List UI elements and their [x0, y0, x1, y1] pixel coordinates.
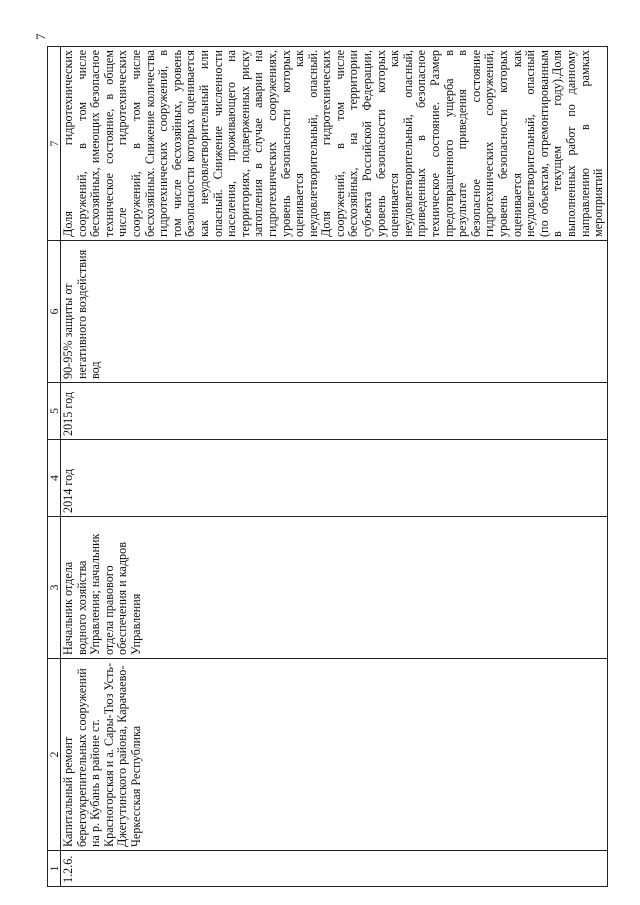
table-row — [61, 47, 608, 887]
header-cell-5: 5 — [48, 383, 61, 440]
page-number: 7 — [33, 33, 48, 40]
header-cell-2: 2 — [48, 659, 61, 851]
measure-name: Капитальный ремонт берегоукрепительных сооружений на р. Кубань в районе ст. Красногорская и а. Сары-Тюз Усть-Джегутинского района, Карачаево-Черкесская Республика — [61, 659, 608, 851]
expected-result: 90-95% защиты от негативного воздействия вод — [61, 241, 608, 383]
start-year: 2014 год — [61, 440, 608, 517]
header-cell-4: 4 — [48, 440, 61, 517]
program-table — [47, 46, 608, 887]
header-cell-1: 1 — [48, 851, 61, 887]
rotated-table-page — [47, 47, 607, 887]
end-year: 2015 год — [61, 383, 608, 440]
header-row — [48, 47, 61, 887]
header-cell-7: 7 — [48, 47, 61, 241]
responsible-executor: Начальник отдела водного хозяйства Управления; начальник отдела правового обеспечения и кадров Управления — [61, 517, 608, 659]
row-number: 1.2.6. — [61, 851, 608, 887]
header-cell-6: 6 — [48, 241, 61, 383]
header-cell-3: 3 — [48, 517, 61, 659]
target-indicators: Доля гидротехнических сооружений, в том числе бесхозяйных, имеющих безопасное техническое состояние, в общем числе гидротехнических сооружений, в том числе бесхозяйных. Снижение количества гидротехнических сооружений, в том числе бесхозяйных, уровень безопасности которых оценивается как неудовлетворительный или опасный. Снижение численности населения, проживающего на территориях, подверженных риску затопления в случае аварии на гидротехнических сооружениях, уровень безопасности которых оценивается как неудовлетворительный, опасный. Доля гидротехнических сооружений, в том числе бесхозяйных, на территории субъекта Российской Федерации, уровень безопасности которых оценивается как неудовлетворительный, опасный, приведенных в безопасное техническое состояние. Размер предотвращенного ущерба в результате приведения в безопасное состояние гидротехнических сооружений, уровень безопасности которых оценивается как неудовлетворительный, опасный (по объектам, отремонтированным в текущем году).Доля выполненных работ по данному направлению в рамках мероприятий — [61, 47, 608, 241]
